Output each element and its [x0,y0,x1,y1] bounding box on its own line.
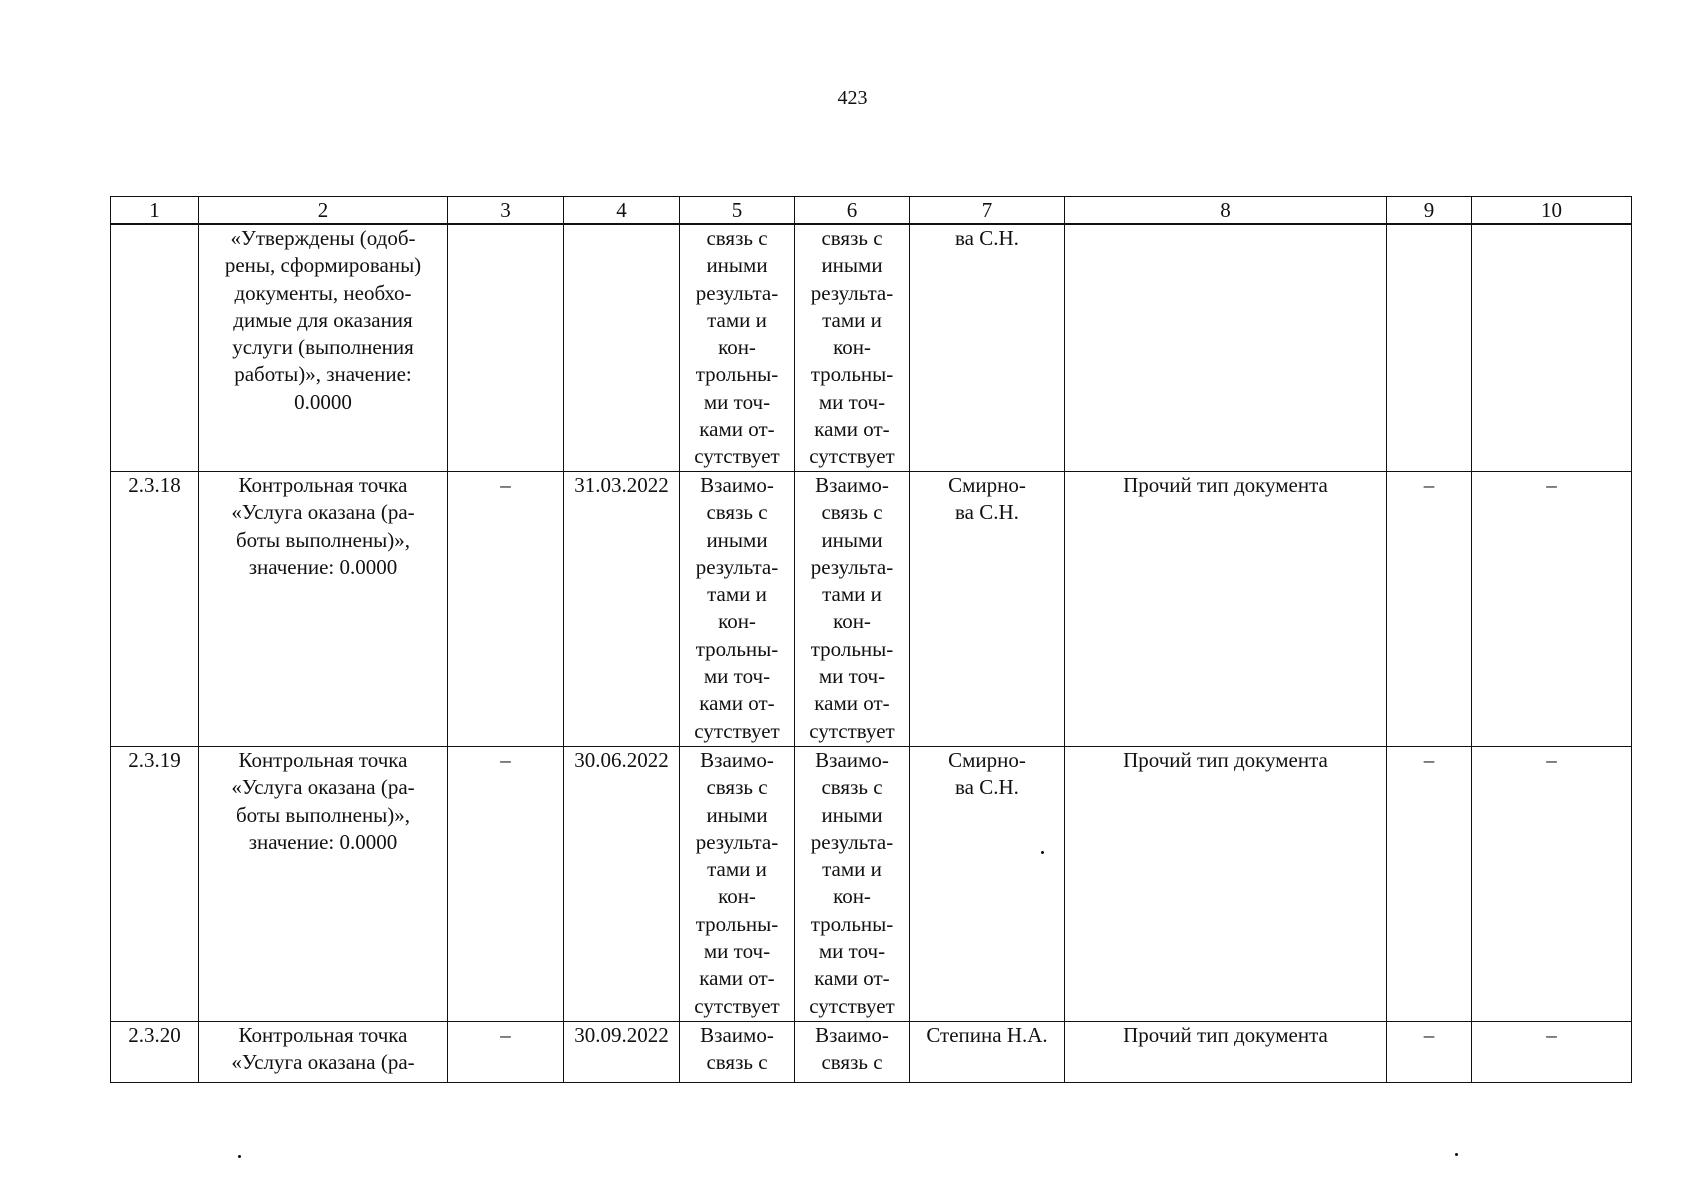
cell-predecessor: Взаимо- связь с иными результа- тами и кон- трольны- ми точ- ками от- сутствует [680,747,795,1022]
cell-end-date: 30.06.2022 [564,747,680,1022]
scan-speck [238,1155,241,1158]
table-row-2-3-20 [111,1022,1632,1083]
page-number: 423 [837,87,868,109]
cell-predecessor: Взаимо- связь с иными результа- тами и кон- трольны- ми точ- ками от- сутствует [680,472,795,747]
scan-speck [1455,1153,1458,1156]
cell-number: 2.3.18 [111,472,199,747]
column-header-8: 8 [1065,197,1387,225]
column-header-1: 1 [111,197,199,225]
cell-col10 [1472,224,1632,472]
column-header-3: 3 [448,197,564,225]
table-row-2-3-19 [111,747,1632,1022]
cell-responsible: ва С.Н. [910,224,1065,472]
cell-document-type: Прочий тип документа [1065,472,1387,747]
cell-col10: – [1472,747,1632,1022]
column-header-10: 10 [1472,197,1632,225]
column-header-9: 9 [1387,197,1472,225]
cell-successor: Взаимо- связь с иными результа- тами и кон- трольны- ми точ- ками от- сутствует [795,472,910,747]
cell-document-type: Прочий тип документа [1065,747,1387,1022]
cell-successor: Взаимо- связь с иными результа- тами и кон- трольны- ми точ- ками от- сутствует [795,747,910,1022]
cell-end-date: 30.09.2022 [564,1022,680,1083]
cell-start-date: – [448,1022,564,1083]
cell-responsible: Степина Н.А. [910,1022,1065,1083]
cell-start-date [448,224,564,472]
column-header-5: 5 [680,197,795,225]
cell-responsible: Смирно- ва С.Н. [910,747,1065,1022]
cell-col9: – [1387,472,1472,747]
cell-name: Контрольная точка «Услуга оказана (ра- боты выполнены)», значение: 0.0000 [199,472,448,747]
scan-speck [1041,851,1044,854]
cell-col10: – [1472,1022,1632,1083]
cell-number: 2.3.19 [111,747,199,1022]
table-row-continuation [111,224,1632,472]
cell-end-date: 31.03.2022 [564,472,680,747]
table-row-2-3-18 [111,472,1632,747]
cell-responsible: Смирно- ва С.Н. [910,472,1065,747]
cell-successor: Взаимо- связь с [795,1022,910,1083]
cell-document-type: Прочий тип документа [1065,1022,1387,1083]
cell-successor: связь с иными результа- тами и кон- трольны- ми точ- ками от- сутствует [795,224,910,472]
cell-name: Контрольная точка «Услуга оказана (ра- боты выполнены)», значение: 0.0000 [199,747,448,1022]
cell-start-date: – [448,472,564,747]
cell-end-date [564,224,680,472]
cell-predecessor: Взаимо- связь с [680,1022,795,1083]
column-header-4: 4 [564,197,680,225]
cell-col10: – [1472,472,1632,747]
cell-name: Контрольная точка «Услуга оказана (ра- [199,1022,448,1083]
cell-number [111,224,199,472]
cell-number: 2.3.20 [111,1022,199,1083]
cell-col9: – [1387,747,1472,1022]
column-header-2: 2 [199,197,448,225]
cell-start-date: – [448,747,564,1022]
column-number-row [111,197,1632,225]
cell-col9 [1387,224,1472,472]
cell-name: «Утверждены (одоб- рены, сформированы) документы, необхо- димые для оказания услуги (выполнения работы)», значение: 0.0000 [199,224,448,472]
column-header-6: 6 [795,197,910,225]
cell-predecessor: связь с иными результа- тами и кон- трольны- ми точ- ками от- сутствует [680,224,795,472]
cell-document-type [1065,224,1387,472]
cell-col9: – [1387,1022,1472,1083]
column-header-7: 7 [910,197,1065,225]
schedule-table [110,196,1632,1083]
